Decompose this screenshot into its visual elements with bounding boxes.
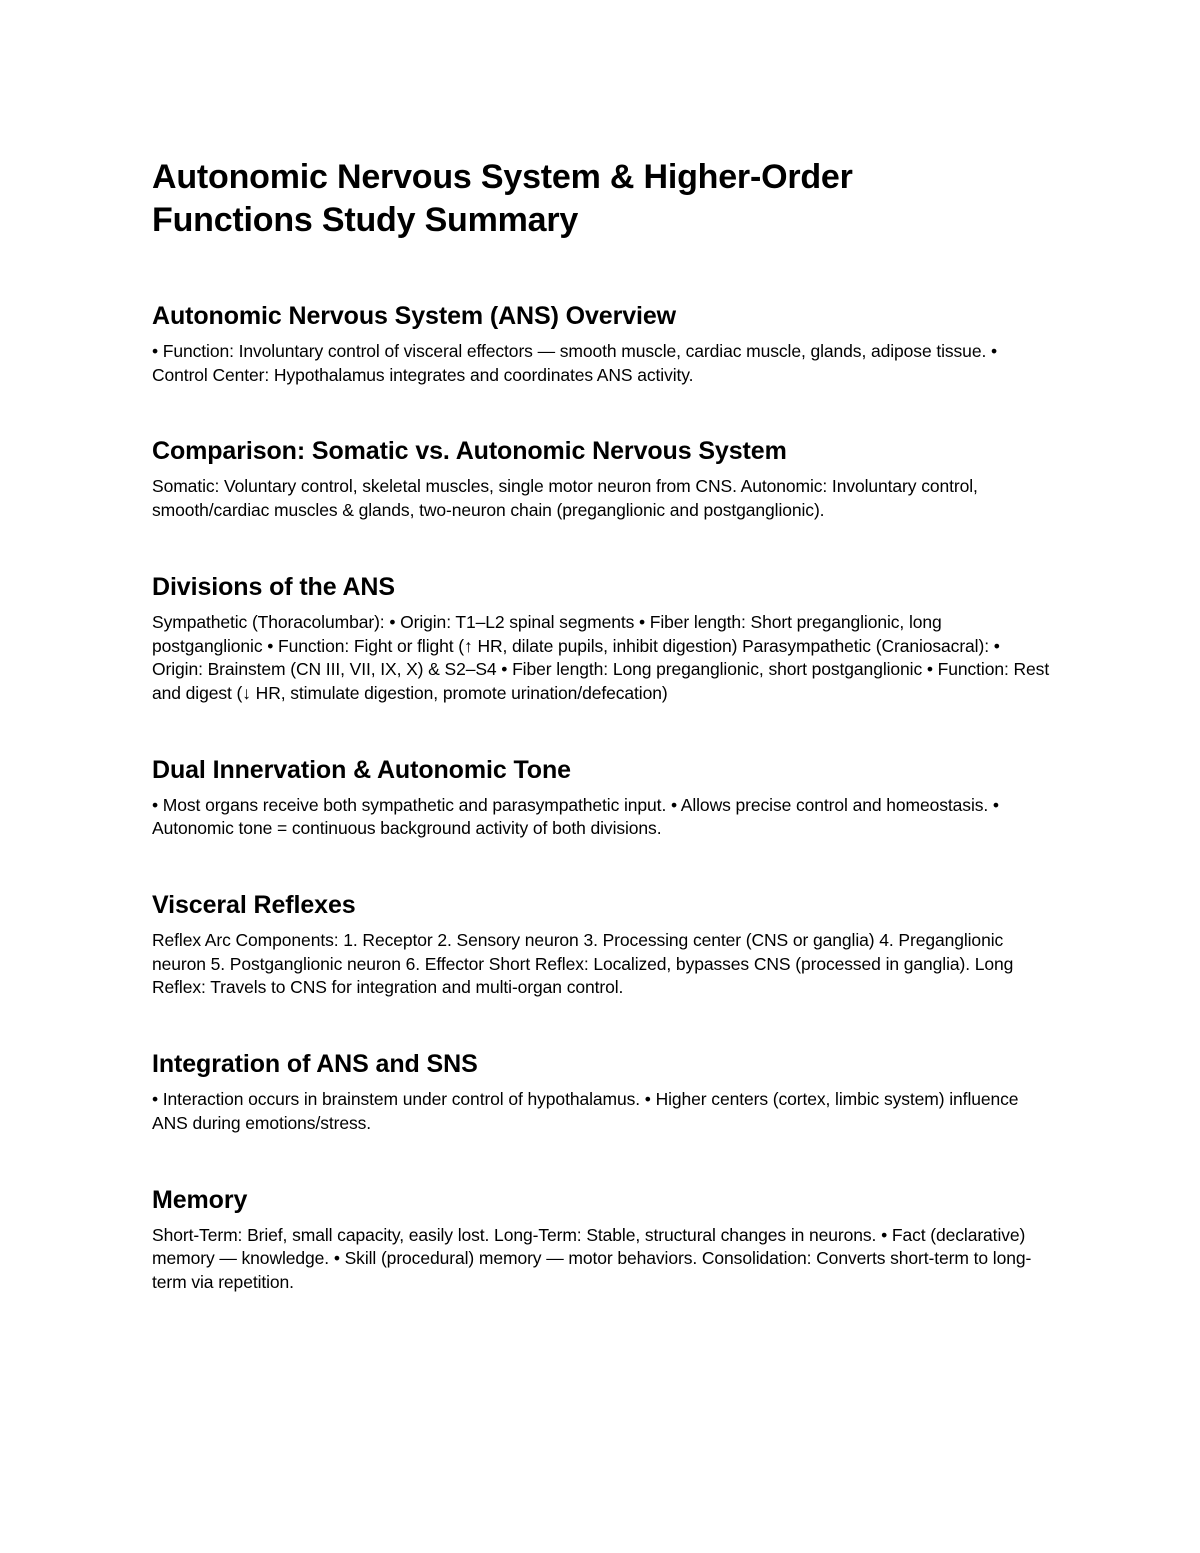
section-body: • Most organs receive both sympathetic and parasympathetic input. • Allows precise control and homeostasis. • Autonomic tone = continuous background activity of both divisions. [152,794,999,839]
section-visceral-reflexes [152,890,1052,1000]
section-memory [152,1185,1052,1295]
page-title-line-2: Functions Study Summary [152,201,579,239]
page-title [152,156,1052,242]
section-divisions [152,572,1052,706]
section-somatic-vs-autonomic [152,436,1052,522]
section-body: Reflex Arc Components: 1. Receptor 2. Sensory neuron 3. Processing center (CNS or ganglia) 4. Preganglionic neuron 5. Postganglionic neuron 6. Effector Short Reflex: Localized, bypasses CNS (processed in ganglia). Long Reflex: Travels to CNS for integration and multi-organ control. [152,930,1014,998]
page-title-line-1: Autonomic Nervous System & Higher-Order [152,158,853,196]
section-heading: Integration of ANS and SNS [152,1050,478,1079]
section-integration [152,1049,1052,1135]
section-body: Short-Term: Brief, small capacity, easily lost. Long-Term: Stable, structural changes in neurons. • Fact (declarative) memory — knowledge. • Skill (procedural) memory — motor behaviors. Consolidation: Converts short-term to long-term via repetition. [152,1224,1032,1292]
section-heading: Comparison: Somatic vs. Autonomic Nervous System [152,437,787,466]
section-body: • Function: Involuntary control of visceral effectors — smooth muscle, cardiac muscle, glands, adipose tissue. • Control Center: Hypothalamus integrates and coordinates ANS activity. [152,341,998,385]
section-heading: Divisions of the ANS [152,572,395,601]
section-body: • Interaction occurs in brainstem under control of hypothalamus. • Higher centers (cortex, limbic system) influence ANS during emotions/stress. [152,1089,1019,1133]
section-heading: Visceral Reflexes [152,891,356,920]
section-ans-overview [152,301,1052,387]
section-body: Sympathetic (Thoracolumbar): • Origin: T1–L2 spinal segments • Fiber length: Short preganglionic, long postganglionic • Function: Fight or flight (↑ HR, dilate pupils, inhibit digestion) Parasympathetic (Craniosacral): • Origin: Brainstem (CN III, VII, IX, X) & S2–S4 • Fiber length: Long preganglionic, short postganglionic • Function: Rest and digest (↓ HR, stimulate digestion, promote urination/defecation) [152,611,1050,703]
section-heading: Autonomic Nervous System (ANS) Overview [152,302,677,330]
document-page [152,156,1052,1295]
section-heading: Dual Innervation & Autonomic Tone [152,755,571,784]
section-heading: Memory [152,1185,248,1214]
section-dual-innervation [152,755,1052,841]
section-body: Somatic: Voluntary control, skeletal muscles, single motor neuron from CNS. Autonomic: Involuntary control, smooth/cardiac muscles & glands, two-neuron chain (preganglionic and postganglionic). [152,476,978,521]
